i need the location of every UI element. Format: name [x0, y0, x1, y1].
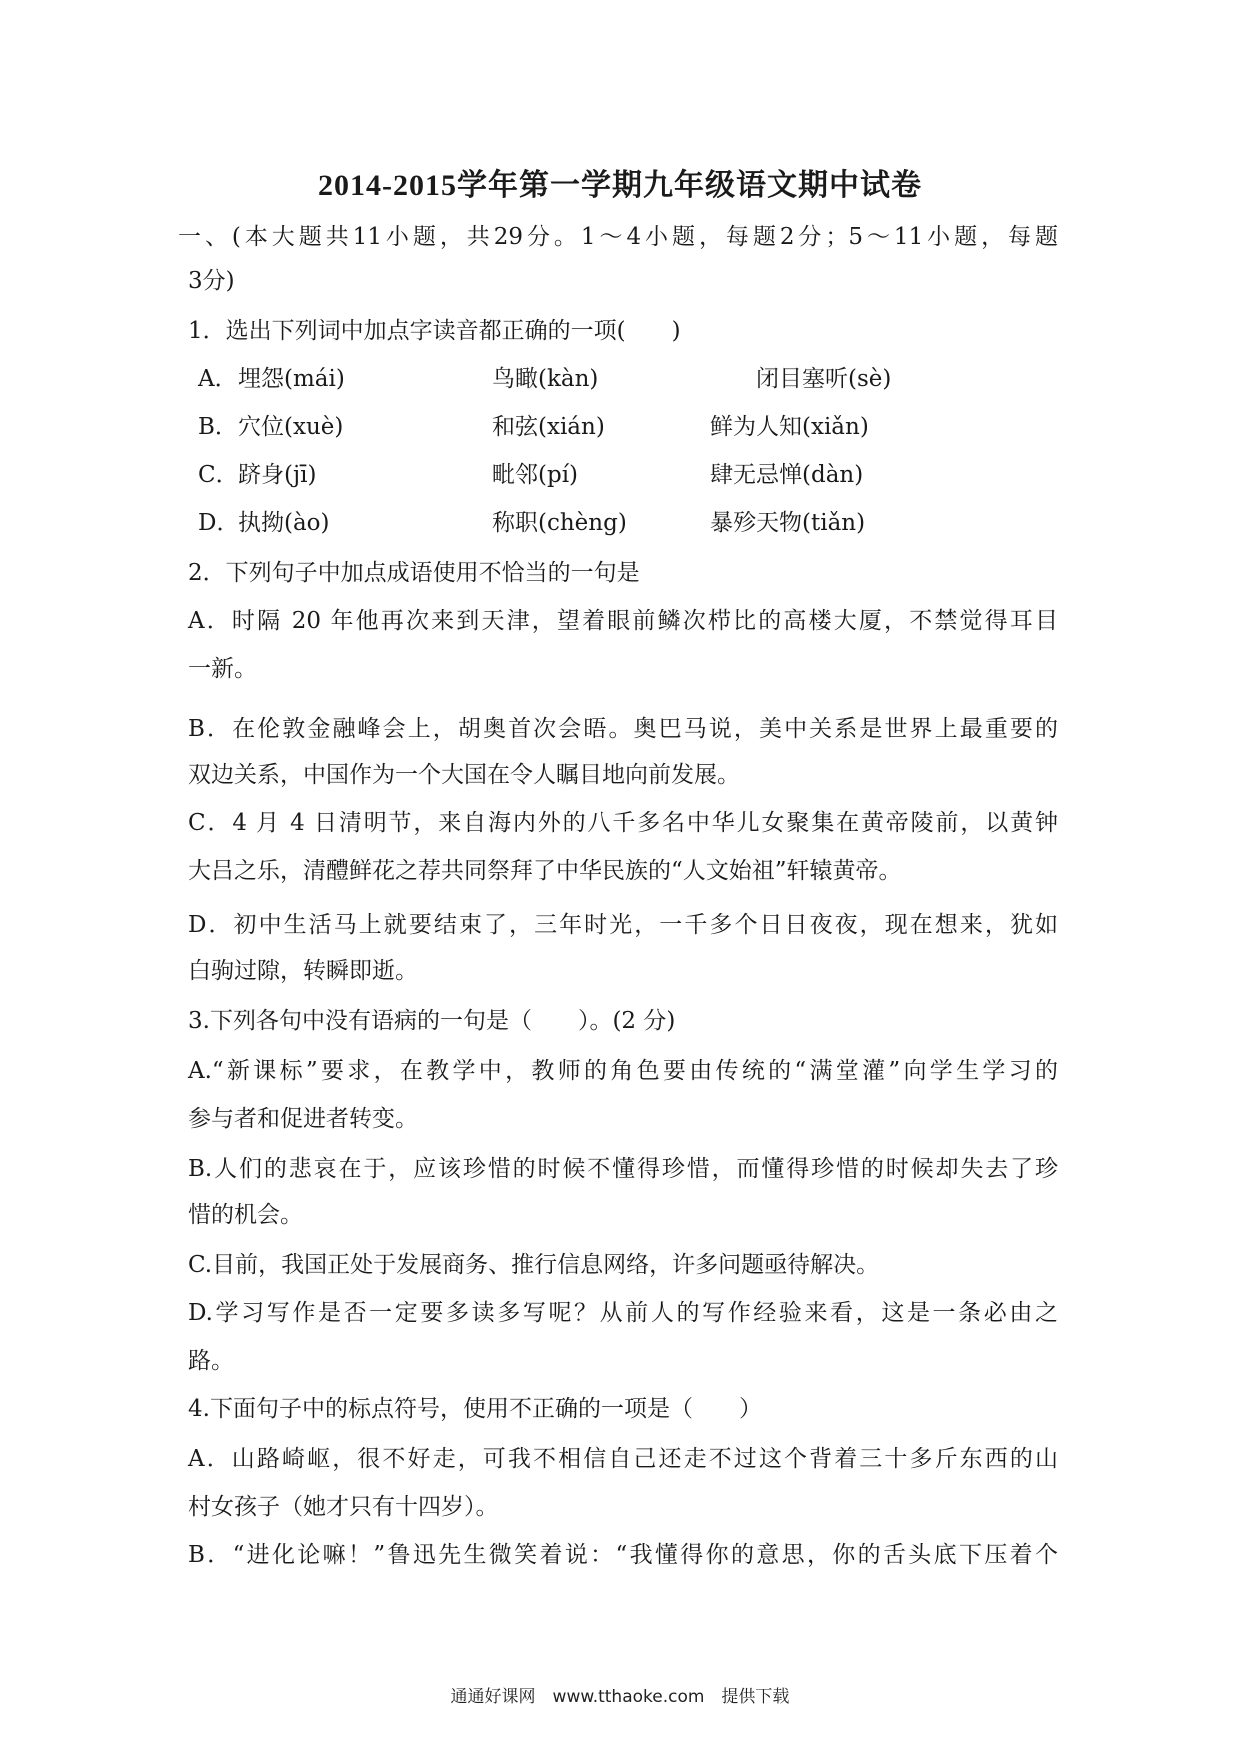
option-label: B．	[198, 414, 238, 440]
option-word: 暴殄天物(tiǎn)	[710, 510, 866, 536]
q4-stem: 4.下面句子中的标点符号，使用不正确的一项是（ ）	[188, 1396, 762, 1422]
q3-stem: 3.下列各句中没有语病的一句是（ ）。(2 分)	[188, 1008, 676, 1034]
q4-option-a: A．山路崎岖，很不好走，可我不相信自己还走不过这个背着三十多斤东西的山	[188, 1446, 1058, 1472]
option-word: 鲜为人知(xiǎn)	[710, 414, 869, 440]
section-header-cont: 3分)	[188, 268, 235, 294]
q2-option-b: B．在伦敦金融峰会上，胡奥首次会晤。奥巴马说，美中关系是世界上最重要的	[188, 716, 1058, 742]
page-title: 2014-2015学年第一学期九年级语文期中试卷	[318, 169, 922, 202]
q4-option-a-cont: 村女孩子（她才只有十四岁）。	[188, 1494, 499, 1520]
q2-option-d: D．初中生活马上就要结束了，三年时光，一千多个日日夜夜，现在想来，犹如	[188, 912, 1058, 938]
option-word: 称职(chèng)	[492, 510, 627, 536]
q3-option-a-cont: 参与者和促进者转变。	[188, 1106, 418, 1132]
q2-option-b-cont: 双边关系，中国作为一个大国在令人瞩目地向前发展。	[188, 762, 740, 788]
option-word: 毗邻(pí)	[492, 462, 579, 488]
q2-option-d-cont: 白驹过隙，转瞬即逝。	[188, 958, 418, 984]
option-word: 肆无忌惮(dàn)	[710, 462, 864, 488]
q2-stem: 2．下列句子中加点成语使用不恰当的一句是	[188, 560, 640, 586]
q3-option-c: C.目前，我国正处于发展商务、推行信息网络，许多问题亟待解决。	[188, 1252, 880, 1278]
option-word: 穴位(xuè)	[238, 414, 344, 440]
option-label: A．	[198, 366, 238, 392]
option-word: 和弦(xián)	[492, 414, 605, 440]
option-word: 跻身(jī)	[238, 462, 317, 488]
q1-stem: 1．选出下列词中加点字读音都正确的一项( )	[188, 318, 681, 344]
option-word: 埋怨(mái)	[238, 366, 345, 392]
page-footer: 通通好课网 www.tthaoke.com 提供下载	[450, 1687, 790, 1707]
q3-option-b-cont: 惜的机会。	[188, 1202, 303, 1228]
q3-option-a: A.“新课标”要求，在教学中，教师的角色要由传统的“满堂灌”向学生学习的	[188, 1058, 1058, 1084]
q2-option-a-cont: 一新。	[188, 656, 257, 682]
q3-option-d-cont: 路。	[188, 1348, 234, 1374]
section-header: 一、(本大题共11小题，共29分。1～4小题，每题2分；5～11小题，每题	[178, 224, 1058, 250]
option-word: 鸟瞰(kàn)	[492, 366, 599, 392]
q2-option-a: A．时隔 20 年他再次来到天津，望着眼前鳞次栉比的高楼大厦，不禁觉得耳目	[188, 608, 1058, 634]
q2-option-c: C．4 月 4 日清明节，来自海内外的八千多名中华儿女聚集在黄帝陵前，以黄钟	[188, 810, 1058, 836]
option-word: 闭目塞听(sè)	[756, 366, 892, 392]
q2-option-c-cont: 大吕之乐，清醴鲜花之荐共同祭拜了中华民族的“人文始祖”轩辕黄帝。	[188, 858, 902, 884]
q4-option-b: B．“进化论嘛！”鲁迅先生微笑着说：“我懂得你的意思，你的舌头底下压着个	[188, 1542, 1058, 1568]
option-label: D．	[198, 510, 240, 536]
q3-option-d: D.学习写作是否一定要多读多写呢？从前人的写作经验来看，这是一条必由之	[188, 1300, 1058, 1326]
q3-option-b: B.人们的悲哀在于，应该珍惜的时候不懂得珍惜，而懂得珍惜的时候却失去了珍	[188, 1156, 1058, 1182]
option-word: 执拗(ào)	[238, 510, 330, 536]
option-label: C．	[198, 462, 239, 488]
